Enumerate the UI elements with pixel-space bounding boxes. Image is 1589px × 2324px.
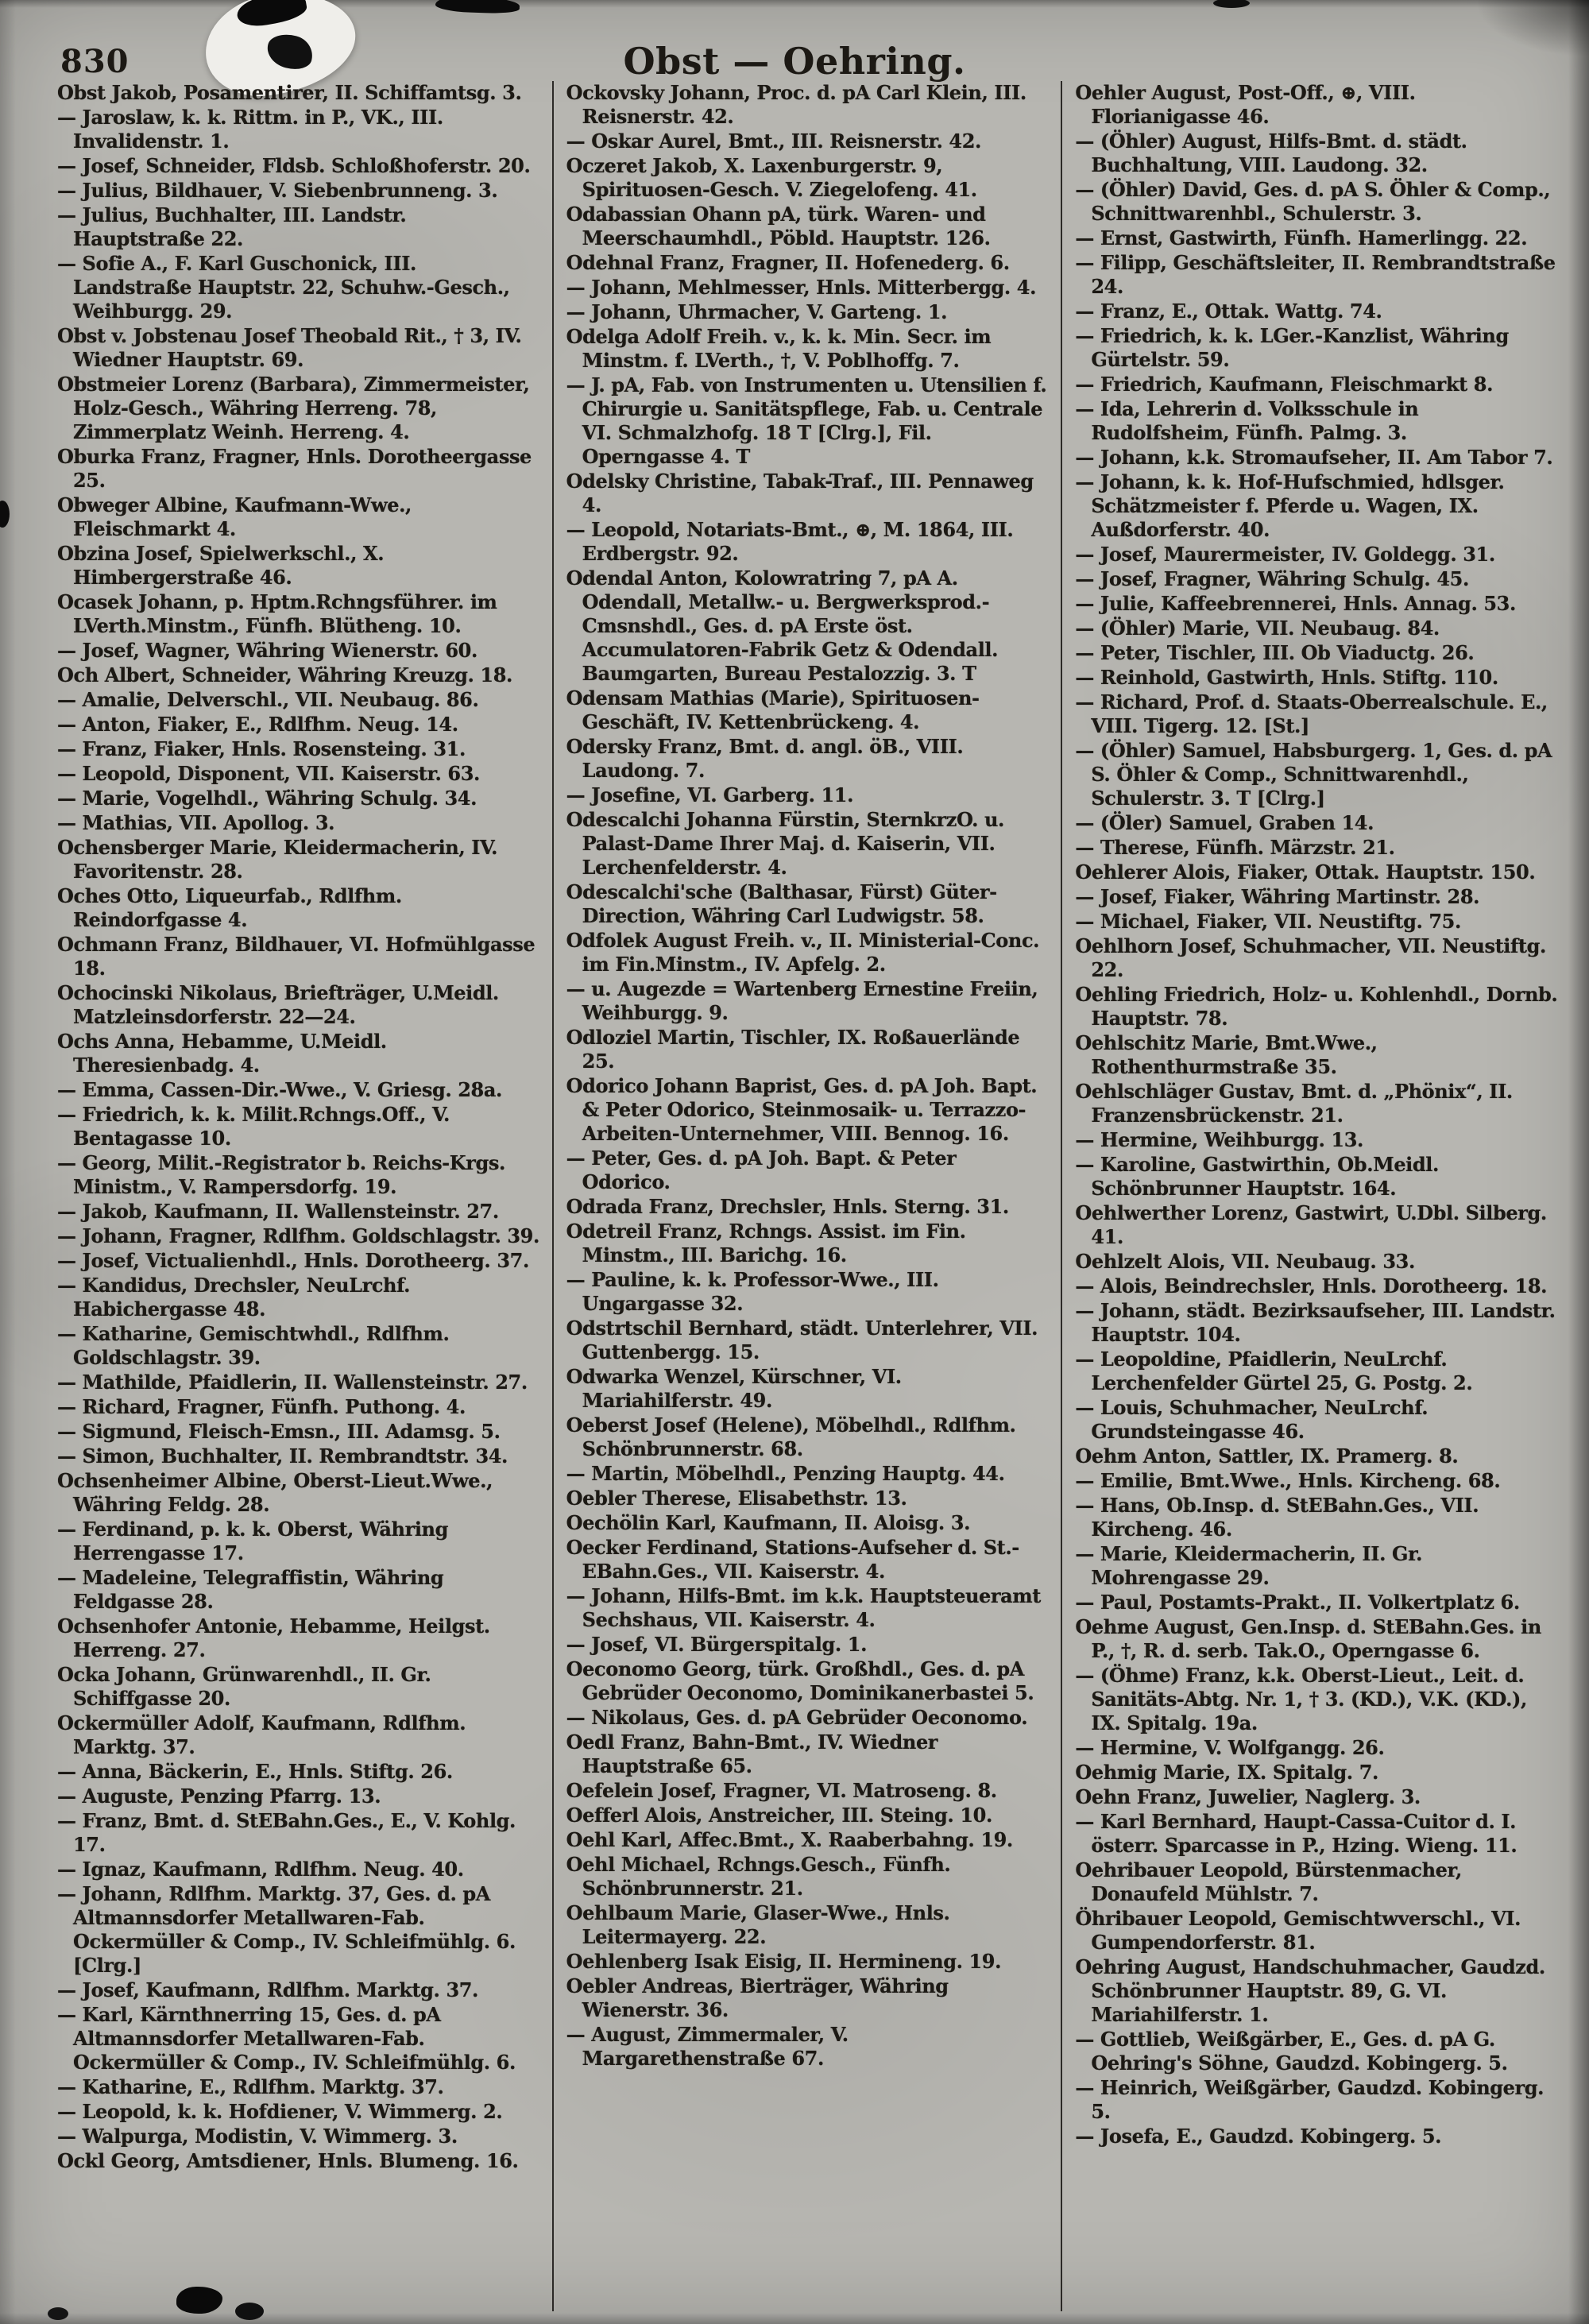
directory-entry: — Leopold, Disponent, VII. Kaiserstr. 63. (57, 762, 480, 785)
directory-entry: Oburka Franz, Fragner, Hnls. Dorotheergasse 25. (57, 445, 532, 492)
directory-entry: — Amalie, Delverschl., VII. Neubaug. 86. (57, 688, 479, 711)
directory-entry: Oehling Friedrich, Holz- u. Kohlenhdl., Dornb. Hauptstr. 78. (1075, 983, 1558, 1030)
ink-smudge (435, 0, 520, 14)
directory-entry: Ocasek Johann, p. Hptm.Rchngsführer. im LVerth.Minstm., Fünfh. Blütheng. 10. (57, 590, 497, 637)
directory-entry: — Madeleine, Telegraffistin, Währing Feldgasse 28. (57, 1566, 444, 1613)
directory-entry: Ochsenhofer Antonie, Hebamme, Heilgst. Herreng. 27. (57, 1614, 490, 1661)
directory-entry: — Simon, Buchhalter, II. Rembrandtstr. 34. (57, 1444, 508, 1467)
directory-entry: Oches Otto, Liqueurfab., Rdlfhm. Reindorfgasse 4. (57, 884, 402, 931)
directory-entry: Ocka Johann, Grünwarenhdl., II. Gr. Schiffgasse 20. (57, 1663, 431, 1710)
directory-entry: Oehlschitz Marie, Bmt.Wwe., Rothenthurmstraße 35. (1075, 1031, 1378, 1078)
directory-entry: Oeconomo Georg, türk. Großhdl., Ges. d. pA Gebrüder Oeconomo, Dominikanerbastei 5. (566, 1657, 1034, 1704)
directory-entry: — Johann, Fragner, Rdlfhm. Goldschlagstr. 39. (57, 1224, 539, 1247)
directory-entry: Odescalchi'sche (Balthasar, Fürst) Güter-Direction, Währing Carl Ludwigstr. 58. (566, 880, 997, 927)
directory-entry: — Johann, städt. Bezirksaufseher, III. Landstr. Hauptstr. 104. (1075, 1299, 1556, 1346)
directory-entry: Oefelein Josef, Fragner, VI. Matroseng. 8. (566, 1779, 997, 1802)
directory-entry: — Filipp, Geschäftsleiter, II. Rembrandtstraße 24. (1075, 251, 1556, 298)
directory-entry: Odersky Franz, Bmt. d. angl. öB., VIII. Laudong. 7. (566, 735, 964, 782)
directory-entry: Oehribauer Leopold, Bürstenmacher, Donaufeld Mühlstr. 7. (1075, 1858, 1462, 1905)
directory-entry: Obst v. Jobstenau Josef Theobald Rit., † 3, IV. Wiedner Hauptstr. 69. (57, 324, 522, 371)
directory-entry: Obweger Albine, Kaufmann-Wwe., Fleischmarkt 4. (57, 493, 412, 540)
directory-entry: — Josef, Schneider, Fldsb. Schloßhoferstr. 20. (57, 154, 531, 177)
directory-entry: Odescalchi Johanna Fürstin, SternkrzO. u. Palast-Dame Ihrer Maj. d. Kaiserin, VII. Lerchenfelderstr. 4. (566, 808, 1005, 879)
directory-column-1 (57, 81, 552, 2311)
directory-entry: Oehlwerther Lorenz, Gastwirt, U.Dbl. Silberg. 41. (1075, 1201, 1547, 1248)
directory-entry: — August, Zimmermaler, V. Margarethenstraße 67. (566, 2023, 849, 2070)
directory-entry: — Michael, Fiaker, VII. Neustiftg. 75. (1075, 910, 1461, 933)
directory-entry: — Martin, Möbelhdl., Penzing Hauptg. 44. (566, 1462, 1005, 1485)
directory-entry: Oczeret Jakob, X. Laxenburgerstr. 9, Spirituosen-Gesch. V. Ziegelofeng. 41. (566, 154, 977, 201)
directory-entry: — Karl Bernhard, Haupt-Cassa-Cuitor d. I. österr. Sparcasse in P., Hzing. Wieng. 11. (1075, 1810, 1517, 1857)
directory-entry: — Julius, Bildhauer, V. Siebenbrunneng. 3. (57, 179, 498, 202)
directory-entry: Oehlbaum Marie, Glaser-Wwe., Hnls. Leitermayerg. 22. (566, 1901, 950, 1948)
directory-entry: — Ernst, Gastwirth, Fünfh. Hamerlingg. 22. (1075, 226, 1528, 249)
directory-entry: Oehlenberg Isak Eisig, II. Hermineng. 19. (566, 1950, 1002, 1973)
directory-entry: Oehl Michael, Rchngs.Gesch., Fünfh. Schönbrunnerstr. 21. (566, 1853, 951, 1900)
directory-entry: — Josef, Fragner, Währing Schulg. 45. (1075, 567, 1469, 590)
directory-entry: Odwarka Wenzel, Kürschner, VI. Mariahilferstr. 49. (566, 1365, 902, 1412)
directory-entry: — Pauline, k. k. Professor-Wwe., III. Ungargasse 32. (566, 1268, 939, 1315)
directory-entry: Oedl Franz, Bahn-Bmt., IV. Wiedner Hauptstraße 65. (566, 1730, 938, 1777)
directory-entry: — Josef, Victualienhdl., Hnls. Dorotheerg. 37. (57, 1249, 529, 1272)
directory-entry: Ochmann Franz, Bildhauer, VI. Hofmühlgasse 18. (57, 933, 535, 980)
directory-entry: — Anton, Fiaker, E., Rdlfhm. Neug. 14. (57, 713, 458, 736)
directory-entry: Ochs Anna, Hebamme, U.Meidl. Theresienbadg. 4. (57, 1030, 387, 1077)
directory-entry: Odelga Adolf Freih. v., k. k. Min. Secr. im Minstm. f. LVerth., †, V. Poblhoffg. 7. (566, 325, 992, 372)
directory-entry: Oechölin Karl, Kaufmann, II. Aloisg. 3. (566, 1511, 971, 1534)
directory-entry: — Jaroslaw, k. k. Rittm. in P., VK., III. Invalidenstr. 1. (57, 106, 443, 153)
ink-blot (0, 501, 10, 528)
directory-entry: Oehlerer Alois, Fiaker, Ottak. Hauptstr. 150. (1075, 860, 1536, 884)
directory-entry: — u. Augezde = Wartenberg Ernestine Freiin, Weihburgg. 9. (566, 977, 1038, 1024)
directory-entry: — Franz, Fiaker, Hnls. Rosensteing. 31. (57, 737, 466, 760)
directory-entry: — Hermine, Weihburgg. 13. (1075, 1128, 1363, 1151)
directory-entry: — Ferdinand, p. k. k. Oberst, Währing Herrengasse 17. (57, 1518, 448, 1564)
directory-entry: — Kandidus, Drechsler, NeuLrchf. Habichergasse 48. (57, 1274, 411, 1321)
directory-entry: Oehlzelt Alois, VII. Neubaug. 33. (1075, 1250, 1415, 1273)
directory-entry: Odorico Johann Baprist, Ges. d. pA Joh. Bapt. & Peter Odorico, Steinmosaik- u. Terrazzo-Arbeiten-Unternehmer, VIII. Bennog. 16. (566, 1074, 1038, 1145)
directory-entry: — Johann, Mehlmesser, Hnls. Mitterbergg. 4. (566, 276, 1037, 299)
directory-entry: Odrada Franz, Drechsler, Hnls. Sterng. 31. (566, 1195, 1009, 1218)
directory-entry: — Therese, Fünfh. Märzstr. 21. (1075, 836, 1395, 859)
directory-entry: Ochsenheimer Albine, Oberst-Lieut.Wwe., Währing Feldg. 28. (57, 1469, 493, 1516)
directory-entry: — Oskar Aurel, Bmt., III. Reisnerstr. 42. (566, 130, 981, 153)
directory-entry: — (Öhler) August, Hilfs-Bmt. d. städt. Buchhaltung, VIII. Laudong. 32. (1075, 130, 1467, 176)
directory-entry: Oehler August, Post-Off., ⊕, VIII. Florianigasse 46. (1075, 81, 1416, 128)
directory-column-3 (1075, 81, 1570, 2311)
directory-entry: Oehn Franz, Juwelier, Naglerg. 3. (1075, 1785, 1421, 1808)
directory-entry: — Franz, Bmt. d. StEBahn.Ges., E., V. Kohlg. 17. (57, 1809, 516, 1856)
directory-entry: — Emilie, Bmt.Wwe., Hnls. Kircheng. 68. (1075, 1469, 1501, 1492)
directory-entry: — Peter, Ges. d. pA Joh. Bapt. & Peter Odorico. (566, 1147, 957, 1193)
directory-entry: — Josef, Fiaker, Währing Martinstr. 28. (1075, 885, 1480, 908)
directory-entry: — Friedrich, Kaufmann, Fleischmarkt 8. (1075, 373, 1494, 396)
directory-entry: — Friedrich, k. k. Milit.Rchngs.Off., V. Bentagasse 10. (57, 1103, 450, 1150)
directory-entry: — Auguste, Penzing Pfarrg. 13. (57, 1785, 381, 1808)
directory-entry: — Josefine, VI. Garberg. 11. (566, 783, 854, 806)
column-divider (1061, 81, 1062, 2311)
directory-entry: — Friedrich, k. k. LGer.-Kanzlist, Währing Gürtelstr. 59. (1075, 324, 1509, 371)
directory-entry: Obzina Josef, Spielwerkschl., X. Himbergerstraße 46. (57, 542, 385, 589)
directory-entry: — Gottlieb, Weißgärber, E., Ges. d. pA G. Oehring's Söhne, Gaudzd. Kobingerg. 5. (1075, 2028, 1508, 2075)
directory-entry: Oehlhorn Josef, Schuhmacher, VII. Neustiftg. 22. (1075, 934, 1546, 981)
directory-entry: Odfolek August Freih. v., II. Ministerial-Conc. im Fin.Minstm., IV. Apfelg. 2. (566, 929, 1040, 976)
directory-entry: Odendal Anton, Kolowratring 7, pA A. Odendall, Metallw.- u. Bergwerksprod.-Cmsnshdl., Ges. d. pA Erste öst. Accumulatoren-Fabrik Getz & Odendall. Baumgarten, Bureau Pestalozzig. 3. T (566, 566, 999, 685)
directory-entry: — Leopold, Notariats-Bmt., ⊕, M. 1864, III. Erdbergstr. 92. (566, 518, 1014, 565)
directory-entry: Odstrtschil Bernhard, städt. Unterlehrer, VII. Guttenbergg. 15. (566, 1317, 1038, 1363)
directory-entry: — Johann, Uhrmacher, V. Garteng. 1. (566, 300, 948, 323)
page-number: 830 (60, 43, 130, 80)
directory-entry: Odelsky Christine, Tabak-Traf., III. Pennaweg 4. (566, 470, 1034, 516)
directory-entry: Odehnal Franz, Fragner, II. Hofenederg. 6. (566, 251, 1010, 274)
directory-entry: Ockovsky Johann, Proc. d. pA Carl Klein, III. Reisnerstr. 42. (566, 81, 1026, 128)
directory-entry: — Josef, VI. Bürgerspitalg. 1. (566, 1633, 868, 1656)
directory-entry: Odensam Mathias (Marie), Spirituosen-Geschäft, IV. Kettenbrückeng. 4. (566, 686, 980, 733)
directory-entry: — Reinhold, Gastwirth, Hnls. Stiftg. 110. (1075, 666, 1498, 689)
directory-entry: Oebler Therese, Elisabethstr. 13. (566, 1487, 907, 1510)
directory-columns (57, 81, 1570, 2311)
directory-entry: — Emma, Cassen-Dir.-Wwe., V. Griesg. 28a. (57, 1078, 502, 1101)
directory-entry: — Johann, k.k. Stromaufseher, II. Am Tabor 7. (1075, 446, 1553, 469)
directory-entry: — Josef, Wagner, Währing Wienerstr. 60. (57, 639, 477, 662)
directory-entry: — Franz, E., Ottak. Wattg. 74. (1075, 300, 1382, 323)
directory-entry: — Johann, k. k. Hof-Hufschmied, hdlsger. Schätzmeister f. Pferde u. Wagen, IX. Außdorferstr. 40. (1075, 470, 1505, 541)
directory-entry: Oehlschläger Gustav, Bmt. d. „Phönix“, II. Franzensbrückenstr. 21. (1075, 1080, 1513, 1127)
directory-entry: — Hermine, V. Wolfgangg. 26. (1075, 1736, 1385, 1759)
directory-entry: — (Öler) Samuel, Graben 14. (1075, 811, 1374, 834)
directory-entry: — (Öhler) Samuel, Habsburgerg. 1, Ges. d. pA S. Öhler & Comp., Schnittwarenhdl., Schulerstr. 3. T [Clrg.] (1075, 739, 1552, 810)
directory-entry: — (Öhler) Marie, VII. Neubaug. 84. (1075, 617, 1440, 640)
directory-entry: — Anna, Bäckerin, E., Hnls. Stiftg. 26. (57, 1760, 453, 1783)
directory-entry: — Josefa, E., Gaudzd. Kobingerg. 5. (1075, 2125, 1442, 2148)
directory-entry: — Sofie A., F. Karl Guschonick, III. Landstraße Hauptstr. 22, Schuhw.-Gesch., Weihburgg. 29. (57, 252, 510, 323)
directory-entry: — Johann, Hilfs-Bmt. im k.k. Hauptsteueramt Sechshaus, VII. Kaiserstr. 4. (566, 1584, 1041, 1631)
directory-entry: Ockl Georg, Amtsdiener, Hnls. Blumeng. 16. (57, 2149, 519, 2172)
directory-entry: — Johann, Rdlfhm. Marktg. 37, Ges. d. pA Altmannsdorfer Metallwaren-Fab. Ockermüller & Comp., IV. Schleifmühlg. 6. [Clrg.] (57, 1882, 516, 1977)
directory-entry: — Julie, Kaffeebrennerei, Hnls. Annag. 53. (1075, 592, 1516, 615)
directory-entry: Oebler Andreas, Bierträger, Währing Wienerstr. 36. (566, 1974, 949, 2021)
directory-entry: — Heinrich, Weißgärber, Gaudzd. Kobingerg. 5. (1075, 2076, 1545, 2123)
ink-speck (1213, 0, 1250, 8)
directory-entry: Oeberst Josef (Helene), Möbelhdl., Rdlfhm. Schönbrunnerstr. 68. (566, 1413, 1016, 1460)
directory-entry: — (Öhme) Franz, k.k. Oberst-Lieut., Leit. d. Sanitäts-Abtg. Nr. 1, † 3. (KD.), V.K. (KD.), IX. Spitalg. 19a. (1075, 1664, 1527, 1734)
directory-entry: — Katharine, E., Rdlfhm. Marktg. 37. (57, 2075, 444, 2098)
directory-entry: Öhribauer Leopold, Gemischtwverschl., VI. Gumpendorferstr. 81. (1075, 1907, 1521, 1954)
directory-entry: — Hans, Ob.Insp. d. StEBahn.Ges., VII. Kircheng. 46. (1075, 1494, 1479, 1541)
directory-entry: — Georg, Milit.-Registrator b. Reichs-Krgs. Ministm., V. Rampersdorfg. 19. (57, 1151, 505, 1198)
directory-entry: Oefferl Alois, Anstreicher, III. Steing. 10. (566, 1804, 992, 1827)
directory-entry: — Louis, Schuhmacher, NeuLrchf. Grundsteingasse 46. (1075, 1396, 1429, 1443)
directory-entry: — Leopoldine, Pfaidlerin, NeuLrchf. Lerchenfelder Gürtel 25, G. Postg. 2. (1075, 1348, 1473, 1394)
directory-entry: Obstmeier Lorenz (Barbara), Zimmermeister, Holz-Gesch., Währing Herreng. 78, Zimmerplatz Weinh. Herreng. 4. (57, 373, 530, 443)
directory-entry: — Mathias, VII. Apollog. 3. (57, 811, 335, 834)
directory-entry: — Alois, Beindrechsler, Hnls. Dorotheerg. 18. (1075, 1274, 1548, 1297)
directory-entry: — (Öhler) David, Ges. d. pA S. Öhler & Comp., Schnittwarenhbl., Schulerstr. 3. (1075, 178, 1551, 225)
directory-entry: Obst Jakob, Posamentirer, II. Schiffamtsg. 3. (57, 81, 522, 104)
directory-entry: — Peter, Tischler, III. Ob Viaductg. 26. (1075, 641, 1475, 664)
directory-entry: — Karl, Kärnthnerring 15, Ges. d. pA Altmannsdorfer Metallwaren-Fab. Ockermüller & Comp., IV. Schleifmühlg. 6. (57, 2003, 516, 2074)
directory-entry: Odloziel Martin, Tischler, IX. Roßauerlände 25. (566, 1026, 1020, 1073)
directory-entry: Oehmig Marie, IX. Spitalg. 7. (1075, 1761, 1378, 1784)
directory-entry: — Sigmund, Fleisch-Emsn., III. Adamsg. 5. (57, 1420, 501, 1443)
directory-entry: — Jakob, Kaufmann, II. Wallensteinstr. 27. (57, 1200, 499, 1223)
directory-entry: Ockermüller Adolf, Kaufmann, Rdlfhm. Marktg. 37. (57, 1711, 466, 1758)
directory-entry: — Richard, Prof. d. Staats-Oberrealschule. E., VIII. Tigerg. 12. [St.] (1075, 690, 1548, 737)
page-header: Obst — Oehring. (623, 40, 966, 83)
directory-entry: Oehm Anton, Sattler, IX. Pramerg. 8. (1075, 1444, 1459, 1467)
directory-entry: — Marie, Kleidermacherin, II. Gr. Mohrengasse 29. (1075, 1542, 1423, 1589)
directory-entry: — Ignaz, Kaufmann, Rdlfhm. Neug. 40. (57, 1858, 464, 1881)
directory-entry: — Josef, Maurermeister, IV. Goldegg. 31. (1075, 543, 1495, 566)
directory-entry: Oehl Karl, Affec.Bmt., X. Raaberbahng. 19. (566, 1828, 1013, 1851)
directory-entry: — Mathilde, Pfaidlerin, II. Wallensteinstr. 27. (57, 1371, 528, 1394)
directory-entry: Ochocinski Nikolaus, Briefträger, U.Meidl. Matzleinsdorferstr. 22—24. (57, 981, 499, 1028)
directory-entry: — Karoline, Gastwirthin, Ob.Meidl. Schönbrunner Hauptstr. 164. (1075, 1153, 1439, 1200)
directory-entry: Oecker Ferdinand, Stations-Aufseher d. St.-EBahn.Ges., VII. Kaiserstr. 4. (566, 1536, 1019, 1583)
directory-entry: Oehring August, Handschuhmacher, Gaudzd. Schönbrunner Hauptstr. 89, G. VI. Mariahilferstr. 1. (1075, 1955, 1545, 2026)
directory-entry: Och Albert, Schneider, Währing Kreuzg. 18. (57, 663, 512, 686)
directory-entry: — Leopold, k. k. Hofdiener, V. Wimmerg. 2. (57, 2100, 503, 2123)
directory-entry: — Marie, Vogelhdl., Währing Schulg. 34. (57, 787, 477, 810)
directory-entry: — Walpurga, Modistin, V. Wimmerg. 3. (57, 2125, 458, 2148)
directory-entry: — Josef, Kaufmann, Rdlfhm. Marktg. 37. (57, 1978, 478, 2001)
directory-entry: Odetreil Franz, Rchngs. Assist. im Fin. Minstm., III. Barichg. 16. (566, 1220, 966, 1266)
directory-column-2 (566, 81, 1061, 2311)
directory-entry: — Julius, Buchhalter, III. Landstr. Hauptstraße 22. (57, 203, 407, 250)
directory-entry: — J. pA, Fab. von Instrumenten u. Utensilien f. Chirurgie u. Sanitätspflege, Fab. u. Centrale VI. Schmalzhofg. 18 T [Clrg.], Fil. Operngasse 4. T (566, 373, 1047, 468)
directory-entry: — Katharine, Gemischtwhdl., Rdlfhm. Goldschlagstr. 39. (57, 1322, 450, 1369)
directory-entry: Oehme August, Gen.Insp. d. StEBahn.Ges. in P., †, R. d. serb. Tak.O., Operngasse 6. (1075, 1615, 1541, 1662)
directory-entry: — Ida, Lehrerin d. Volksschule in Rudolfsheim, Fünfh. Palmg. 3. (1075, 397, 1419, 444)
directory-entry: — Nikolaus, Ges. d. pA Gebrüder Oeconomo. (566, 1706, 1028, 1729)
column-divider (552, 81, 554, 2311)
directory-entry: — Paul, Postamts-Prakt., II. Volkertplatz 6. (1075, 1591, 1520, 1614)
directory-entry: Ochensberger Marie, Kleidermacherin, IV. Favoritenstr. 28. (57, 836, 498, 883)
directory-entry: — Richard, Fragner, Fünfh. Puthong. 4. (57, 1395, 466, 1418)
directory-entry: Odabassian Ohann pA, türk. Waren- und Meerschaumhdl., Pöbld. Hauptstr. 126. (566, 203, 991, 249)
